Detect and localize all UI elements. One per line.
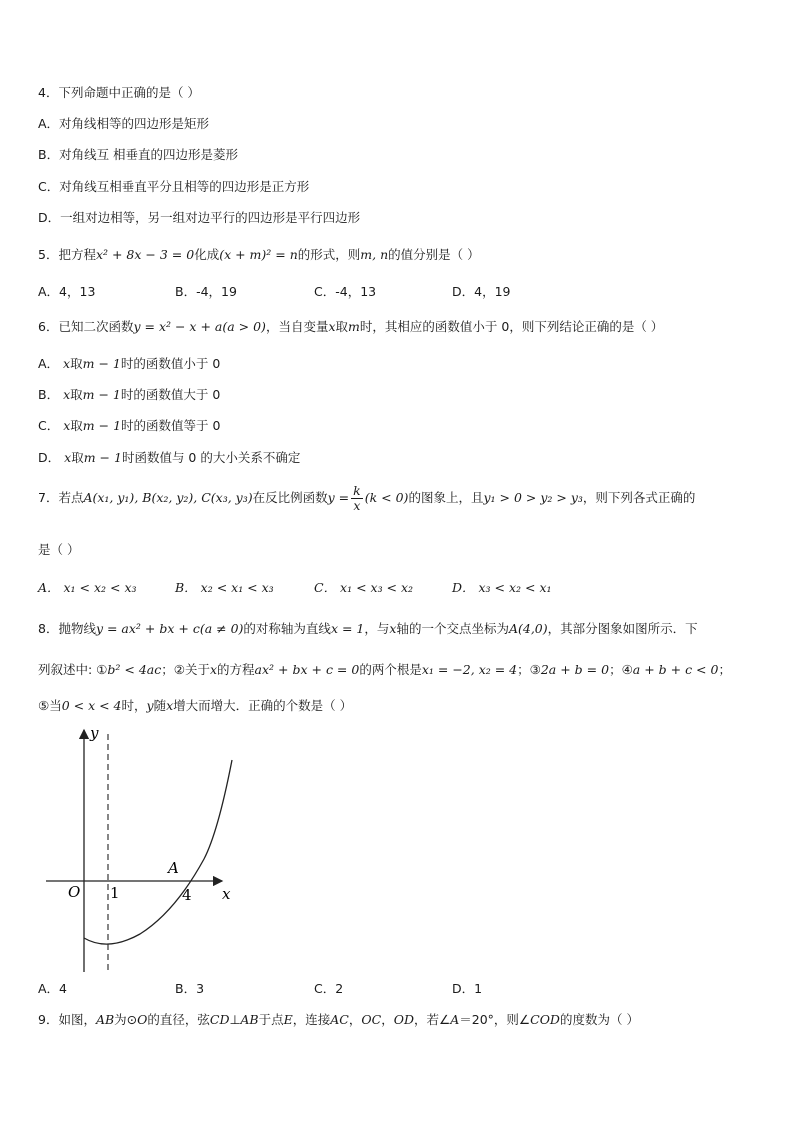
q8-stem-line2: 列叙述中: ①b² < 4ac；②关于x的方程ax² + bx + c = 0的两个根是x₁ = −2, x₂ = 4；③2a + b = 0；④a + b + c < 0； xyxy=(38,662,731,677)
q5-option-d: D．4，19 xyxy=(452,284,511,299)
tick-label-4: 4 xyxy=(182,886,192,904)
q7-options xyxy=(38,578,758,598)
q7-option-a: A． x₁ < x₂ < x₃ xyxy=(38,580,137,595)
q8-stem-line1: 8．抛物线y = ax² + bx + c(a ≠ 0)的对称轴为直线x = 1，与x轴的一个交点坐标为A(4,0)，其部分图象如图所示．下 xyxy=(38,621,698,636)
q7-inequality: y₁ > 0 > y₂ > y₃ xyxy=(483,490,583,505)
q6-option-c: C． x取m − 1时的函数值等于 0 xyxy=(38,418,221,433)
parabola-figure xyxy=(40,724,240,974)
q4-option-d: D．一组对边相等，另一组对边平行的四边形是平行四边形 xyxy=(38,210,361,225)
q8-option-b: B．3 xyxy=(175,981,205,996)
q8-option-c: C．2 xyxy=(314,981,344,996)
q5-option-c: C．-4，13 xyxy=(314,284,377,299)
q7-stem-cont: 是（ ） xyxy=(38,542,80,557)
y-axis-label: y xyxy=(90,724,99,742)
q4-option-c: C．对角线互相垂直平分且相等的四边形是正方形 xyxy=(38,179,310,194)
q7-stem: 7．若点A(x₁, y₁), B(x₂, y₂), C(x₃, y₃)在反比例函数y = $\frac{k}{x}$ (k < 0)的图象上，且y₁ > 0 > y₂ > y₃，则下列各式正确的 xyxy=(38,483,696,513)
q5-option-a: A．4，13 xyxy=(38,284,96,299)
point-a-label: A xyxy=(168,859,179,877)
q8-stem-line3: ⑤当0 < x < 4时，y随x增大而增大．正确的个数是（ ） xyxy=(38,698,353,713)
tick-label-1: 1 xyxy=(110,884,120,902)
q4-option-a: A．对角线相等的四边形是矩形 xyxy=(38,116,210,131)
x-axis-label: x xyxy=(222,885,231,903)
q5-option-b: B．-4，19 xyxy=(175,284,237,299)
q4-stem: 4．下列命题中正确的是（ ） xyxy=(38,85,200,100)
q7-option-d: D． x₃ < x₂ < x₁ xyxy=(452,580,552,595)
q8-options xyxy=(38,979,758,999)
q7-option-b: B． x₂ < x₁ < x₃ xyxy=(175,580,274,595)
q7-option-c: C． x₁ < x₃ < x₂ xyxy=(314,580,414,595)
q9-stem: 9．如图，AB为⊙O的直径，弦CD⊥AB于点E，连接AC，OC，OD，若∠A＝20°，则∠COD的度数为（ ） xyxy=(38,1012,639,1027)
q5-stem: 5．把方程x² + 8x − 3 = 0化成(x + m)² = n的形式，则m, n的值分别是（ ） xyxy=(38,247,480,262)
q7-fraction: $\frac{k}{x}$ xyxy=(353,483,361,513)
q6-stem: 6．已知二次函数y = x² − x + a(a > 0)，当自变量x取m时，其相应的函数值小于 0，则下列结论正确的是（ ） xyxy=(38,319,664,334)
q6-function: y = x² − x + a(a > 0) xyxy=(133,319,266,334)
q5-equation: x² + 8x − 3 = 0 xyxy=(95,247,195,262)
q6-option-b: B． x取m − 1时的函数值大于 0 xyxy=(38,387,221,402)
q5-form: (x + m)² = n xyxy=(219,247,298,262)
parabola-curve xyxy=(84,760,232,944)
origin-label: O xyxy=(68,883,81,901)
q6-option-a: A． x取m − 1时的函数值小于 0 xyxy=(38,356,221,371)
q4-option-b: B．对角线互 相垂直的四边形是菱形 xyxy=(38,147,239,162)
q7-points: A(x₁, y₁), B(x₂, y₂), C(x₃, y₃) xyxy=(83,490,253,505)
q8-option-a: A．4 xyxy=(38,981,68,996)
q5-options xyxy=(38,282,758,302)
q8-option-d: D．1 xyxy=(452,981,483,996)
q6-option-d: D． x取m − 1时函数值与 0 的大小关系不确定 xyxy=(38,450,301,465)
